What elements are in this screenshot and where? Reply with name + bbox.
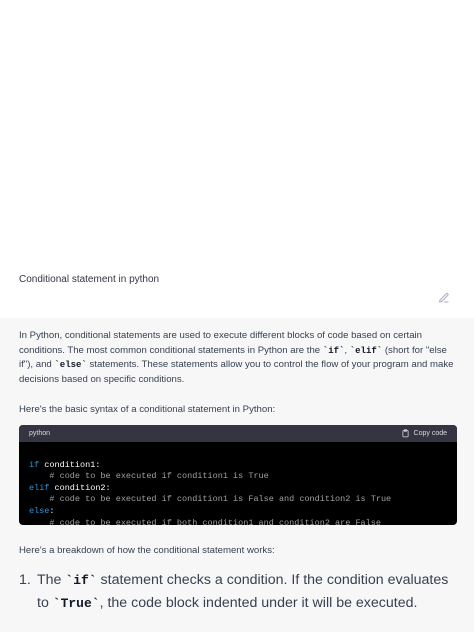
code-language-label: python — [29, 430, 51, 437]
intro-text: In Python, conditional statements are used to execute different blocks of code based on certain conditions. The most common conditional statements in Python are the — [19, 330, 423, 356]
assistant-message-row — [0, 318, 474, 632]
list-item-text: The `if` statement checks a condition. If the condition evaluates to `True`, the code block indented under it will be executed. — [37, 572, 449, 611]
code-block-header — [19, 425, 457, 442]
inline-code-if: `if` — [65, 573, 97, 588]
code-line: # code to be executed if condition1 is False and condition2 is True — [49, 494, 392, 505]
breakdown-intro: Here's a breakdown of how the conditional statement works: — [19, 545, 275, 556]
intro-text: (short for "else if"), and — [19, 344, 447, 371]
syntax-intro: Here's the basic syntax of a conditional statement in Python: — [19, 404, 276, 415]
list-number: 1. — [19, 572, 31, 588]
code-line: # code to be executed if condition1 is True — [49, 471, 269, 482]
edit-icon[interactable] — [438, 292, 450, 304]
user-message-row — [0, 262, 474, 318]
code-line: # code to be executed if both condition1 and condition2 are False — [49, 517, 381, 525]
inline-code-else: `else` — [54, 360, 87, 371]
code-line: if condition1: — [29, 459, 101, 470]
inline-code-true: `True` — [52, 596, 100, 611]
copy-code-label: Copy code — [413, 430, 447, 437]
intro-text: , — [344, 344, 350, 356]
intro-text: statements. These statements allow you to control the flow of your program and make decisions based on specific conditions. — [19, 359, 454, 385]
code-line: else: — [29, 505, 55, 516]
code-content — [19, 442, 457, 525]
inline-code-elif: `elif` — [349, 345, 383, 356]
clipboard-icon — [401, 429, 410, 438]
code-block — [19, 425, 457, 525]
inline-code-if: `if` — [322, 345, 345, 356]
intro-paragraph — [19, 329, 459, 387]
user-message-text: Conditional statement in python — [19, 274, 160, 285]
copy-code-button[interactable] — [401, 429, 447, 438]
code-line: elif condition2: — [29, 482, 111, 493]
